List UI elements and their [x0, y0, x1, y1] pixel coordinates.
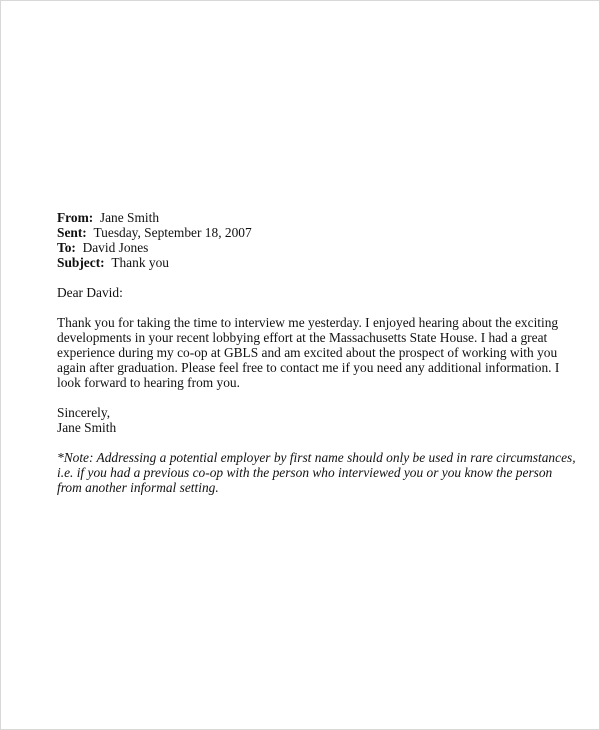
body-line: look forward to hearing from you.: [57, 375, 240, 390]
body-line: developments in your recent lobbying effort at the Massachusetts State House. I had a great: [57, 330, 548, 345]
spacer: [57, 435, 557, 450]
from-value: Jane Smith: [99, 210, 160, 225]
note-line: from another informal setting.: [57, 480, 219, 495]
sent-line: [57, 225, 557, 240]
body-paragraph: [57, 315, 560, 390]
note-line: *Note: Addressing a potential employer by first name should only be used in rare circumstances,: [57, 450, 576, 465]
sent-value: Tuesday, September 18, 2007: [93, 225, 252, 240]
signature: Jane Smith: [57, 420, 117, 435]
spacer: [57, 270, 557, 285]
note-paragraph: [57, 450, 576, 495]
closing: Sincerely,: [57, 405, 111, 420]
sent-label: Sent:: [57, 225, 87, 240]
subject-value: Thank you: [111, 255, 169, 270]
to-line: [57, 240, 557, 255]
spacer: [57, 390, 557, 405]
salutation: Dear David:: [57, 285, 123, 300]
subject-label: Subject:: [57, 255, 105, 270]
body-line: again after graduation. Please feel free to contact me if you need any additional information. I: [57, 360, 560, 375]
to-label: To:: [57, 240, 76, 255]
body-line: experience during my co-op at GBLS and am excited about the prospect of working with you: [57, 345, 558, 360]
letter-content: [57, 210, 576, 495]
to-value: David Jones: [82, 240, 149, 255]
from-line: [57, 210, 557, 225]
note-line: i.e. if you had a previous co-op with the person who interviewed you or you know the person: [57, 465, 553, 480]
subject-line: [57, 255, 557, 270]
from-label: From:: [57, 210, 94, 225]
body-line: Thank you for taking the time to interview me yesterday. I enjoyed hearing about the exciting: [57, 315, 559, 330]
spacer: [57, 300, 557, 315]
